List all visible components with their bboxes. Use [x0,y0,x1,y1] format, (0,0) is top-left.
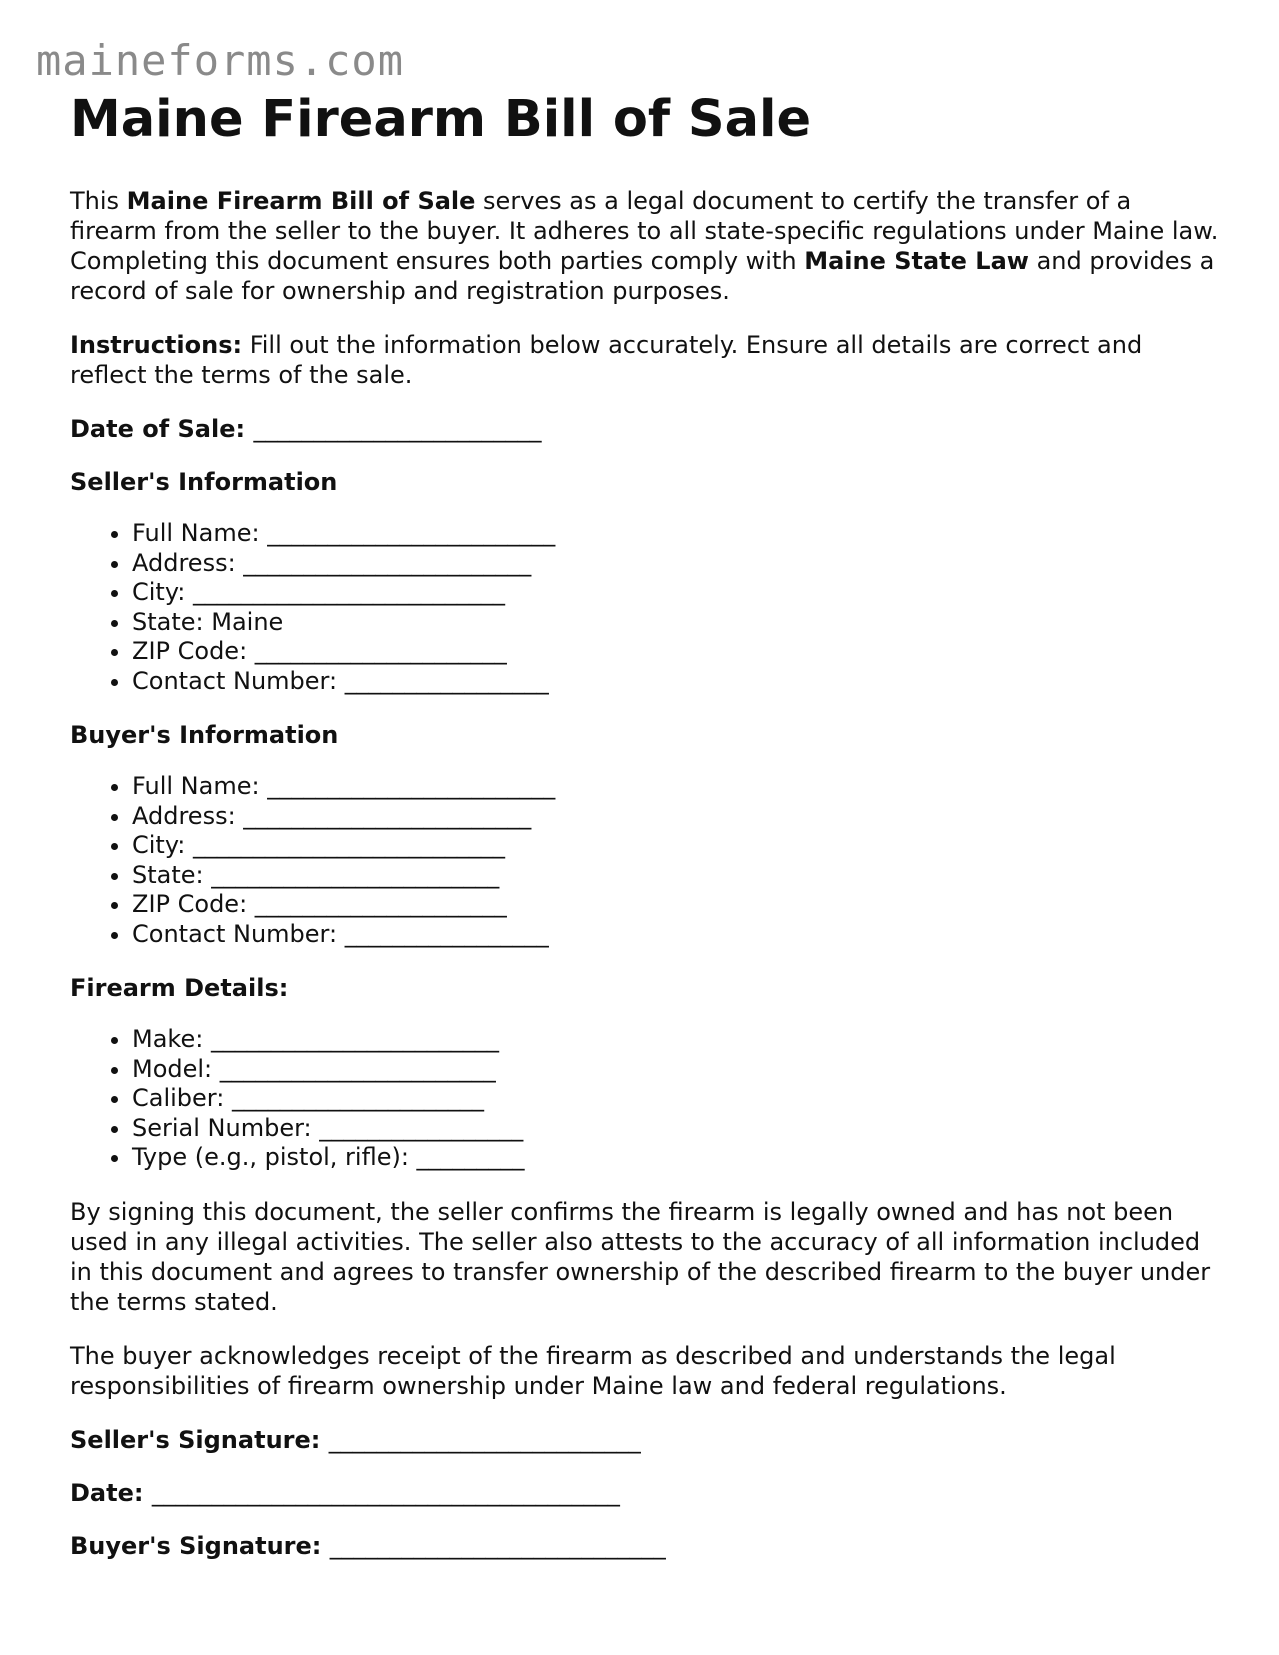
buyer-full-name-item: • Full Name: ________________________ [132,772,1220,802]
signature-date-blank: _______________________________________ [151,1478,620,1507]
seller-signature-label: Seller's Signature: [70,1425,321,1454]
buyer-city-item: • City: __________________________ [132,831,1220,861]
firearm-details-list [70,1025,1220,1173]
seller-info-heading: Seller's Information [70,468,338,496]
signature-date-label: Date: [70,1478,144,1507]
buyer-address-item: • Address: ________________________ [132,802,1220,832]
seller-state-item: • State: Maine [132,608,1220,638]
date-of-sale-label: Date of Sale: [70,415,246,443]
seller-full-name-item: • Full Name: ________________________ [132,519,1220,549]
instructions-label: Instructions: [70,331,243,359]
site-watermark: maineforms.com [36,36,405,85]
buyer-statement-paragraph: The buyer acknowledges receipt of the firearm as described and understands the legal responsibilities of firearm ownership under Maine law and federal regulations. [70,1341,1116,1400]
date-of-sale-blank: ________________________ [253,415,542,443]
seller-zip-item: • ZIP Code: _____________________ [132,637,1220,667]
firearm-details-heading: Firearm Details: [70,974,289,1002]
intro-law-name: Maine State Law [804,247,1029,275]
firearm-make-item: • Make: ________________________ [132,1025,1220,1055]
intro-paragraph [70,186,1220,306]
buyer-info-heading: Buyer's Information [70,721,339,749]
date-of-sale-field [70,414,1220,444]
buyer-zip-item: • ZIP Code: _____________________ [132,890,1220,920]
buyer-info-list [70,772,1220,949]
buyer-signature-label: Buyer's Signature: [70,1531,322,1560]
seller-statement-paragraph: By signing this document, the seller confirms the firearm is legally owned and has not been used in any illegal activities. The seller also attests to the accuracy of all information included in this document and agrees to transfer ownership of the described firearm to the buyer under the terms stated. [70,1197,1211,1316]
seller-city-item: • City: __________________________ [132,578,1220,608]
seller-contact-item: • Contact Number: _________________ [132,667,1220,697]
firearm-type-item: • Type (e.g., pistol, rifle): _________ [132,1143,1220,1173]
seller-signature-blank: __________________________ [328,1425,641,1454]
intro-middle: serves as a legal document to certify the transfer of a firearm from the seller to the buyer. It adheres to all state-specific regulations under Maine law. Completing this document ensures both parties comply with [70,187,1219,275]
instructions-paragraph [70,330,1220,390]
seller-info-list [70,519,1220,696]
firearm-model-item: • Model: _______________________ [132,1055,1220,1085]
buyer-signature-blank: ____________________________ [329,1531,666,1560]
intro-doc-name: Maine Firearm Bill of Sale [126,187,476,215]
document-body [70,90,1220,1584]
intro-prefix: This [70,187,127,215]
buyer-signature-field [70,1531,1220,1561]
buyer-state-item: • State: ________________________ [132,861,1220,891]
seller-address-item: • Address: ________________________ [132,549,1220,579]
intro-suffix: and provides a record of sale for ownership and registration purposes. [70,247,1215,305]
buyer-contact-item: • Contact Number: _________________ [132,920,1220,950]
document-title: Maine Firearm Bill of Sale [70,90,812,149]
firearm-serial-item: • Serial Number: _________________ [132,1114,1220,1144]
firearm-caliber-item: • Caliber: _____________________ [132,1084,1220,1114]
signature-date-field [70,1478,1220,1508]
seller-signature-field [70,1425,1220,1455]
instructions-text: Fill out the information below accurately. Ensure all details are correct and reflect the terms of the sale. [70,331,1143,389]
